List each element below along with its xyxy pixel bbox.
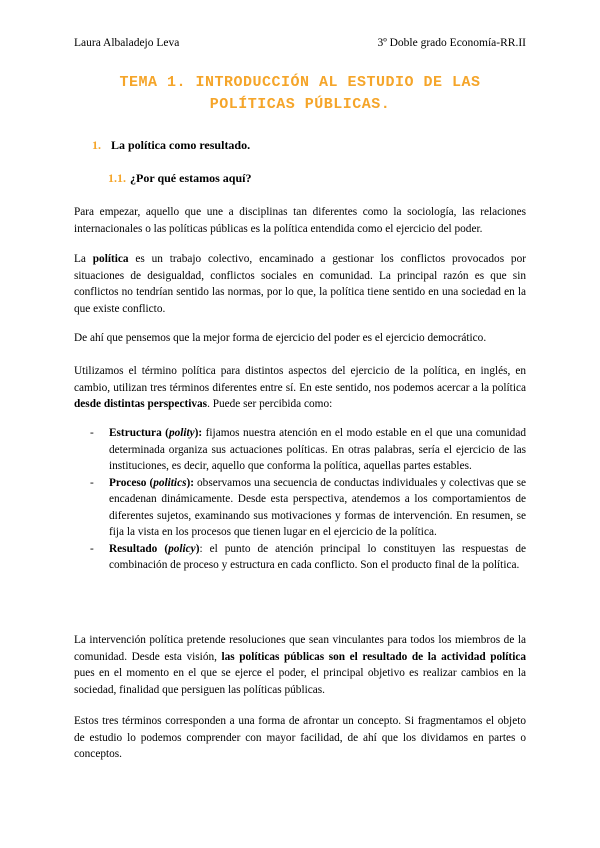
paragraph-5-text-b: pues en el momento en el que se ejerce el poder, el principal objetivo es realizar cambios en la sociedad, finalidad que persiguen las políticas públicas. — [74, 667, 526, 696]
subsection-title: ¿Por qué estamos aquí? — [130, 171, 252, 185]
paragraph-2-text-a: La — [74, 253, 93, 265]
header-course: 3º Doble grado Economía-RR.II — [377, 37, 526, 49]
paragraph-3: De ahí que pensemos que la mejor forma de ejercicio del poder es el ejercicio democrático. — [74, 332, 487, 344]
subsection-heading — [108, 171, 251, 186]
paragraph-2-bold: política — [92, 253, 129, 265]
paragraph-4 — [74, 363, 526, 413]
paragraph-5-bold: las políticas públicas son el resultado de la actividad política — [221, 650, 526, 663]
paragraph-1: Para empezar, aquello que une a disciplinas tan diferentes como la sociología, las relaciones internacionales o las políticas públicas es la política entendida como el ejercicio del poder. — [74, 206, 526, 235]
paragraph-2 — [74, 251, 526, 317]
title-line-2: POLÍTICAS PÚBLICAS. — [209, 96, 391, 113]
list-item-term: Resultado (policy) — [109, 542, 200, 555]
list-item — [90, 541, 526, 574]
list-item-text: : el punto de atención principal lo constituyen las respuestas de combinación de proceso y estructura en cada conflicto. Son el producto final de la política. — [109, 542, 526, 571]
title-line-1: TEMA 1. INTRODUCCIÓN AL ESTUDIO DE LAS — [119, 74, 481, 91]
page-header — [74, 37, 526, 51]
paragraph-4-text-b: . Puede ser percibida como: — [207, 398, 333, 410]
list-item-text: fijamos nuestra atención en el modo estable en el que una comunidad determinada organiza sus actuaciones políticas. En otras palabras, sería el ejercicio de las instituciones, es decir, aquello que conforma la política, aquellas partes estables. — [109, 427, 526, 472]
list-item-term: Proceso (politics): — [109, 476, 195, 489]
paragraph-4-bold: desde distintas perspectivas — [74, 398, 208, 410]
section-title: La política como resultado. — [111, 138, 251, 152]
subsection-number: 1.1. — [108, 171, 126, 185]
paragraph-5-text-a: La intervención política pretende resoluciones que sean vinculantes para todos los miembros de la comunidad. Desde esta visión, — [74, 634, 526, 663]
perspectives-list — [90, 425, 526, 574]
document-title — [74, 72, 526, 116]
list-item — [90, 425, 526, 475]
list-item — [90, 475, 526, 541]
paragraph-2-text-b: es un trabajo colectivo, encaminado a gestionar los conflictos provocados por situaciones de desigualdad, conflictos sociales en comunidad. La principal razón es que sin conflictos no tendrían sentido las normas, por lo que, la política tiene sentido en una sociedad en la que existe conflicto. — [74, 253, 526, 315]
paragraph-5 — [74, 632, 526, 698]
list-item-text: observamos una secuencia de conductas individuales y colectivas que se encadenan dinámicamente. Desde esta perspectiva, atendemos a los comportamientos de diferentes sujetos, examinando sus motivaciones y formas de intervención. En resumen, se fija la vista en los procesos que tienen lugar en el ejercicio de la política. — [109, 476, 526, 538]
header-author: Laura Albaladejo Leva — [74, 37, 180, 49]
paragraph-6: Estos tres términos corresponden a una forma de afrontar un concepto. Si fragmentamos el objeto de estudio lo podemos comprender con mayor facilidad, de ahí que los dividamos en partes o conceptos. — [74, 715, 526, 760]
section-number: 1. — [92, 138, 101, 152]
paragraph-4-text-a: Utilizamos el término política para distintos aspectos del ejercicio de la política, en inglés, en cambio, utilizan tres términos diferentes entre sí. En este sentido, nos podemos acercar a la política — [74, 365, 526, 394]
list-item-term: Estructura (polity): — [109, 427, 203, 439]
section-heading — [92, 138, 250, 153]
